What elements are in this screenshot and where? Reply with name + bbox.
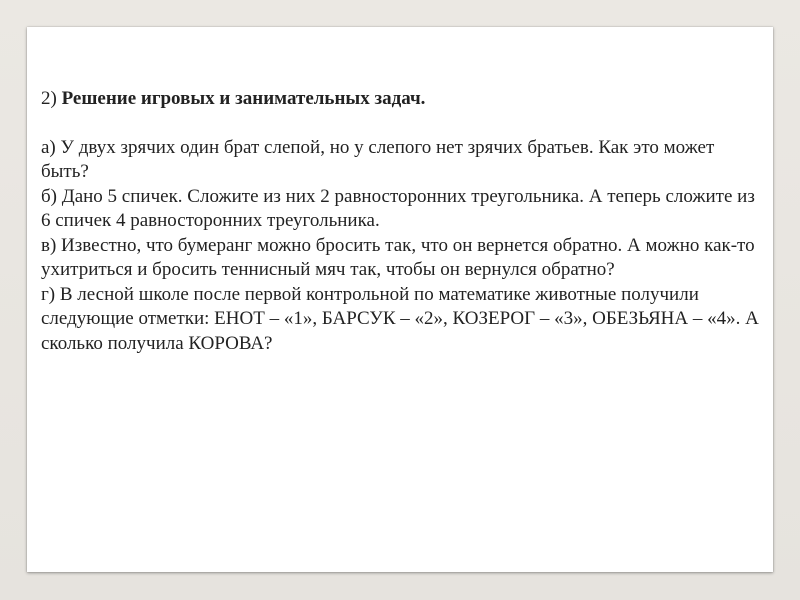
task-v: в) Известно, что бумеранг можно бросить так, что он вернется обратно. А можно как-то ухитриться и бросить теннисный мяч так, чтобы он вернулся обратно? [41, 234, 755, 280]
slide-text-block [41, 87, 763, 356]
task-a: а) У двух зрячих один брат слепой, но у слепого нет зрячих братьев. Как это может быть? [41, 136, 715, 182]
task-b: б) Дано 5 спичек. Сложите из них 2 равносторонних треугольника. А теперь сложите из 6 спичек 4 равносторонних треугольника. [41, 185, 755, 231]
section-number: 2) [41, 88, 57, 109]
task-g: г) В лесной школе после первой контрольной по математике животные получили следующие отметки: ЕНОТ – «1», БАРСУК – «2», КОЗЕРОГ – «3», ОБЕЗЬЯНА – «4». А сколько получила КОРОВА? [41, 283, 759, 354]
section-heading [41, 87, 763, 112]
section-title: Решение игровых и занимательных задач. [61, 88, 426, 109]
slide [27, 27, 773, 572]
